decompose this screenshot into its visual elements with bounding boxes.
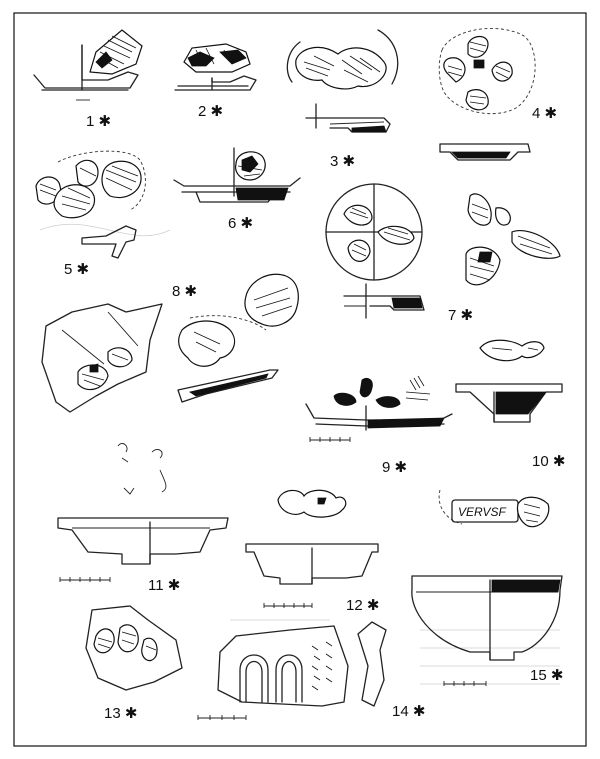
label-6: 6 ✱ [228, 215, 254, 232]
label-4: 4 ✱ [532, 105, 558, 122]
label-12: 12 ✱ [346, 597, 380, 614]
label-14: 14 ✱ [392, 703, 426, 720]
label-9: 9 ✱ [382, 459, 408, 476]
label-2: 2 ✱ [198, 103, 224, 120]
label-3: 3 ✱ [330, 153, 356, 170]
label-11: 11 ✱ [148, 577, 181, 594]
label-10: 10 ✱ [532, 453, 566, 470]
label-8: 8 ✱ [172, 283, 198, 300]
label-13: 13 ✱ [104, 705, 138, 722]
label-5: 5 ✱ [64, 261, 90, 278]
label-15: 15 ✱ [530, 667, 564, 684]
label-1: 1 ✱ [86, 113, 112, 130]
stamp-text: VERVSF [458, 505, 506, 519]
label-7: 7 ✱ [448, 307, 474, 324]
